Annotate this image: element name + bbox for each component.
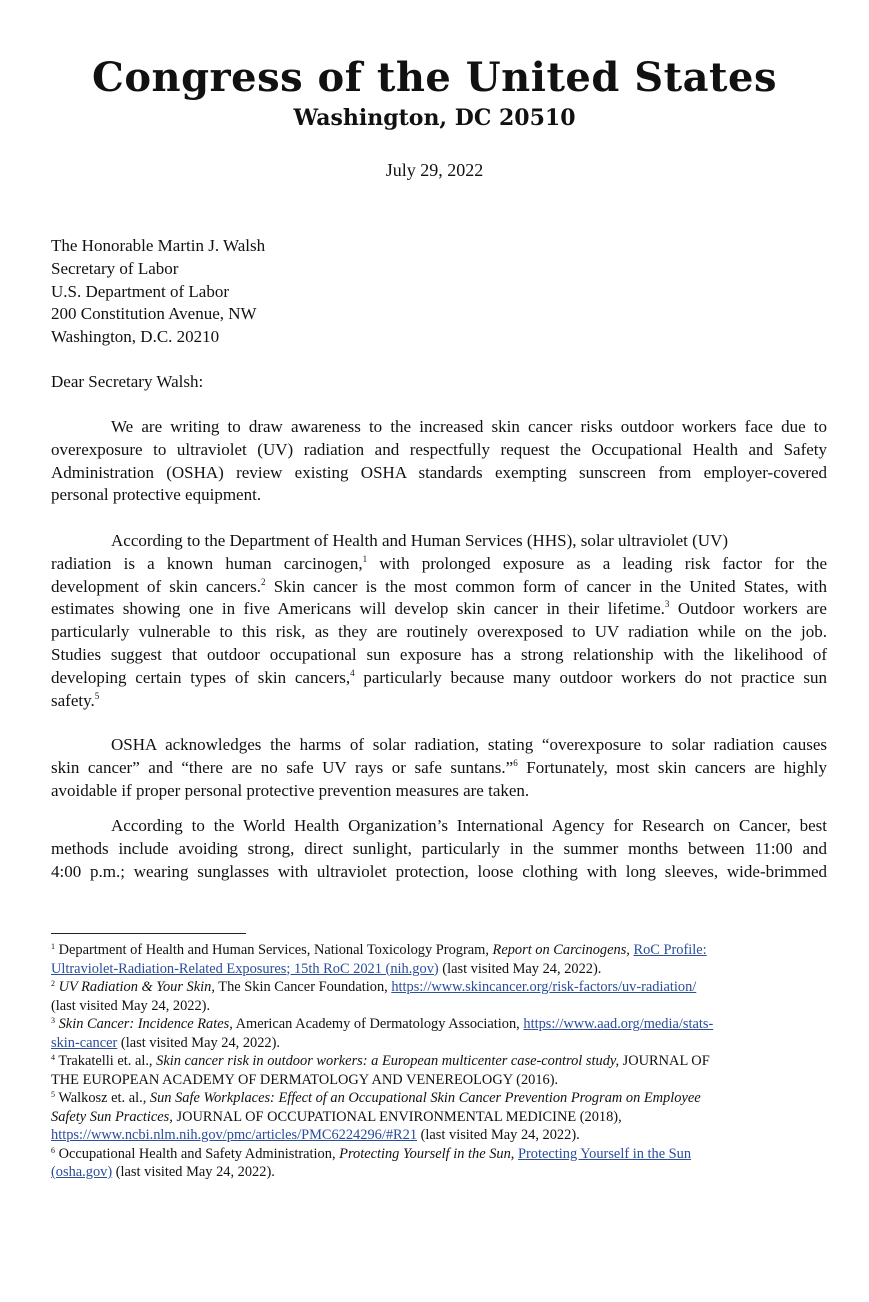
text-run: skin cancer” and “there are no safe UV rays or safe suntans.”: [51, 757, 514, 777]
text-run: Safety Sun Practices,: [51, 1108, 173, 1125]
paragraph-line: [51, 757, 827, 780]
paragraph-line: [51, 553, 827, 576]
footnote-4-line: [51, 1052, 831, 1071]
text-run: developing certain types of skin cancers,: [51, 667, 351, 687]
paragraph-line: We are writing to draw awareness to the increased skin cancer risks outdoor workers face due to: [111, 417, 827, 436]
footnote-mark: 1: [51, 942, 55, 951]
footnote-3-line: [51, 1015, 831, 1034]
footnote-ref-2[interactable]: 2: [261, 576, 266, 587]
footnotes: [51, 941, 831, 1182]
text-run: (last visited May 24, 2022).: [112, 1164, 275, 1180]
text-run: UV Radiation & Your Skin,: [58, 979, 215, 995]
paragraph-2: [51, 530, 827, 712]
paragraph-line: [51, 576, 827, 599]
paragraph-line: avoidable if proper personal protective prevention measures are taken.: [51, 780, 530, 800]
text-run: particularly because many outdoor workers do not practice sun: [354, 667, 827, 687]
footnote-link[interactable]: https://www.skincancer.org/risk-factors/uv-radiation/: [391, 979, 697, 995]
footnote-ref-1[interactable]: 1: [362, 553, 368, 564]
letterhead-title: Congress of the United States: [91, 54, 777, 101]
footnote-mark: 4: [51, 1053, 55, 1062]
text-run: estimates showing one in five Americans will develop skin cancer in their lifetime.: [51, 599, 665, 619]
text-run: JOURNAL OF OCCUPATIONAL ENVIRONMENTAL MEDICINE (2018),: [172, 1108, 622, 1125]
text-run: radiation is a known human carcinogen,: [51, 553, 363, 573]
footnote-mark: 5: [51, 1090, 55, 1099]
text-run: The Skin Cancer Foundation,: [214, 979, 392, 995]
paragraph-line: particularly vulnerable to this risk, as they are routinely overexposed to UV radiation while on the job.: [51, 622, 827, 642]
footnote-link[interactable]: skin-cancer: [51, 1034, 118, 1051]
footnote-6-line: [51, 1145, 831, 1164]
footnote-link[interactable]: https://www.ncbi.nlm.nih.gov/pmc/articles/PMC6224296/#R21: [51, 1127, 418, 1143]
footnote-ref-4[interactable]: 4: [350, 667, 355, 678]
footnote-5-line: [51, 1126, 831, 1145]
letter-date: July 29, 2022: [385, 160, 484, 180]
paragraph-line: overexposure to ultraviolet (UV) radiation and respectfully request the Occupational Health and Safety: [51, 439, 827, 459]
text-run: Sun Safe Workplaces: Effect of an Occupational Skin Cancer Prevention Program on Employee: [149, 1090, 701, 1106]
paragraph-line: [51, 598, 827, 621]
footnote-mark: 3: [51, 1016, 55, 1025]
recipient-address: [51, 235, 265, 349]
text-run: Skin Cancer: Incidence Rates,: [58, 1016, 233, 1032]
footnote-mark: 2: [51, 979, 55, 988]
paragraph-line: According to the World Health Organization’s International Agency for Research on Cancer, best: [111, 816, 827, 835]
footnote-2-line: (last visited May 24, 2022).: [51, 997, 211, 1014]
paragraph-line: OSHA acknowledges the harms of solar radiation, stating “overexposure to solar radiation causes: [111, 735, 827, 754]
address-line: U.S. Department of Labor: [51, 281, 229, 301]
text-run: (last visited May 24, 2022).: [438, 960, 602, 977]
paragraph-line: personal protective equipment.: [51, 485, 262, 505]
paragraph-line: According to the Department of Health and Human Services (HHS), solar ultraviolet (UV): [111, 531, 729, 550]
footnote-link[interactable]: RoC Profile:: [633, 942, 707, 958]
paragraph-line: methods include avoiding strong, direct sunlight, particularly in the summer months between 11:00 and: [51, 838, 827, 858]
footnote-4-line: THE EUROPEAN ACADEMY OF DERMATOLOGY AND VENEREOLOGY (2016).: [51, 1071, 559, 1088]
address-line: The Honorable Martin J. Walsh: [51, 236, 266, 255]
footnote-link[interactable]: (osha.gov): [51, 1164, 113, 1180]
footnote-3-line: [51, 1034, 831, 1053]
paragraph-line: 4:00 p.m.; wearing sunglasses with ultraviolet protection, loose clothing with long sleeves, wide-brimmed: [51, 861, 827, 881]
text-run: development of skin cancers.: [51, 576, 262, 596]
paragraph-line: Studies suggest that outdoor occupational sun exposure has a strong relationship with the likelihood of: [51, 644, 827, 664]
footnote-link[interactable]: Ultraviolet-Radiation-Related Exposures; 15th RoC 2021 (nih.gov): [51, 960, 439, 977]
salutation: Dear Secretary Walsh:: [51, 372, 204, 391]
paragraph-line: [51, 667, 827, 690]
footnote-5-line: [51, 1108, 831, 1127]
footnote-5-line: [51, 1089, 831, 1108]
text-run: Walkosz et. al.,: [55, 1090, 150, 1106]
paragraph-line: Administration (OSHA) review existing OSHA standards exempting sunscreen from employer-covered: [51, 462, 827, 482]
text-run: Report on Carcinogens,: [492, 942, 630, 958]
text-run: Outdoor workers are: [669, 599, 827, 619]
text-run: Fortunately, most skin cancers are highly: [517, 757, 827, 777]
paragraph-line: [51, 690, 827, 713]
text-run: (last visited May 24, 2022).: [117, 1034, 281, 1051]
footnote-2-line: [51, 978, 831, 997]
text-run: Protecting Yourself in the Sun,: [339, 1145, 515, 1162]
text-run: Department of Health and Human Services, National Toxicology Program,: [55, 942, 493, 958]
paragraph-3: [51, 734, 827, 802]
footnote-ref-5[interactable]: 5: [94, 690, 100, 701]
text-run: Skin cancer is the most common form of cancer in the United States, with: [265, 576, 827, 596]
address-line: Secretary of Labor: [51, 258, 179, 278]
text-run: Skin cancer risk in outdoor workers: a European multicenter case-control study,: [156, 1053, 620, 1069]
letterhead-subtitle: Washington, DC 20510: [293, 105, 576, 131]
address-line: 200 Constitution Avenue, NW: [51, 304, 257, 324]
paragraph-1: [51, 416, 827, 507]
text-run: (last visited May 24, 2022).: [417, 1127, 580, 1143]
address-line: Washington, D.C. 20210: [51, 327, 220, 347]
text-run: safety.: [51, 690, 95, 710]
footnote-divider: [51, 933, 246, 934]
footnote-link[interactable]: https://www.aad.org/media/stats-: [523, 1016, 714, 1032]
paragraph-4: [51, 815, 827, 883]
footnote-1-line: [51, 960, 831, 979]
footnote-ref-6[interactable]: 6: [513, 757, 518, 768]
text-run: Trakatelli et. al.,: [55, 1053, 157, 1069]
footnote-link[interactable]: Protecting Yourself in the Sun: [517, 1145, 692, 1162]
footnote-6-line: [51, 1163, 831, 1182]
text-run: Occupational Health and Safety Administration,: [55, 1145, 340, 1162]
text-run: JOURNAL OF: [619, 1053, 710, 1069]
footnote-1-line: [51, 941, 831, 960]
footnote-mark: 6: [51, 1145, 55, 1155]
footnote-ref-3[interactable]: 3: [664, 599, 670, 610]
text-run: American Academy of Dermatology Association,: [232, 1016, 524, 1032]
text-run: with prolonged exposure as a leading risk factor for the: [367, 553, 828, 573]
